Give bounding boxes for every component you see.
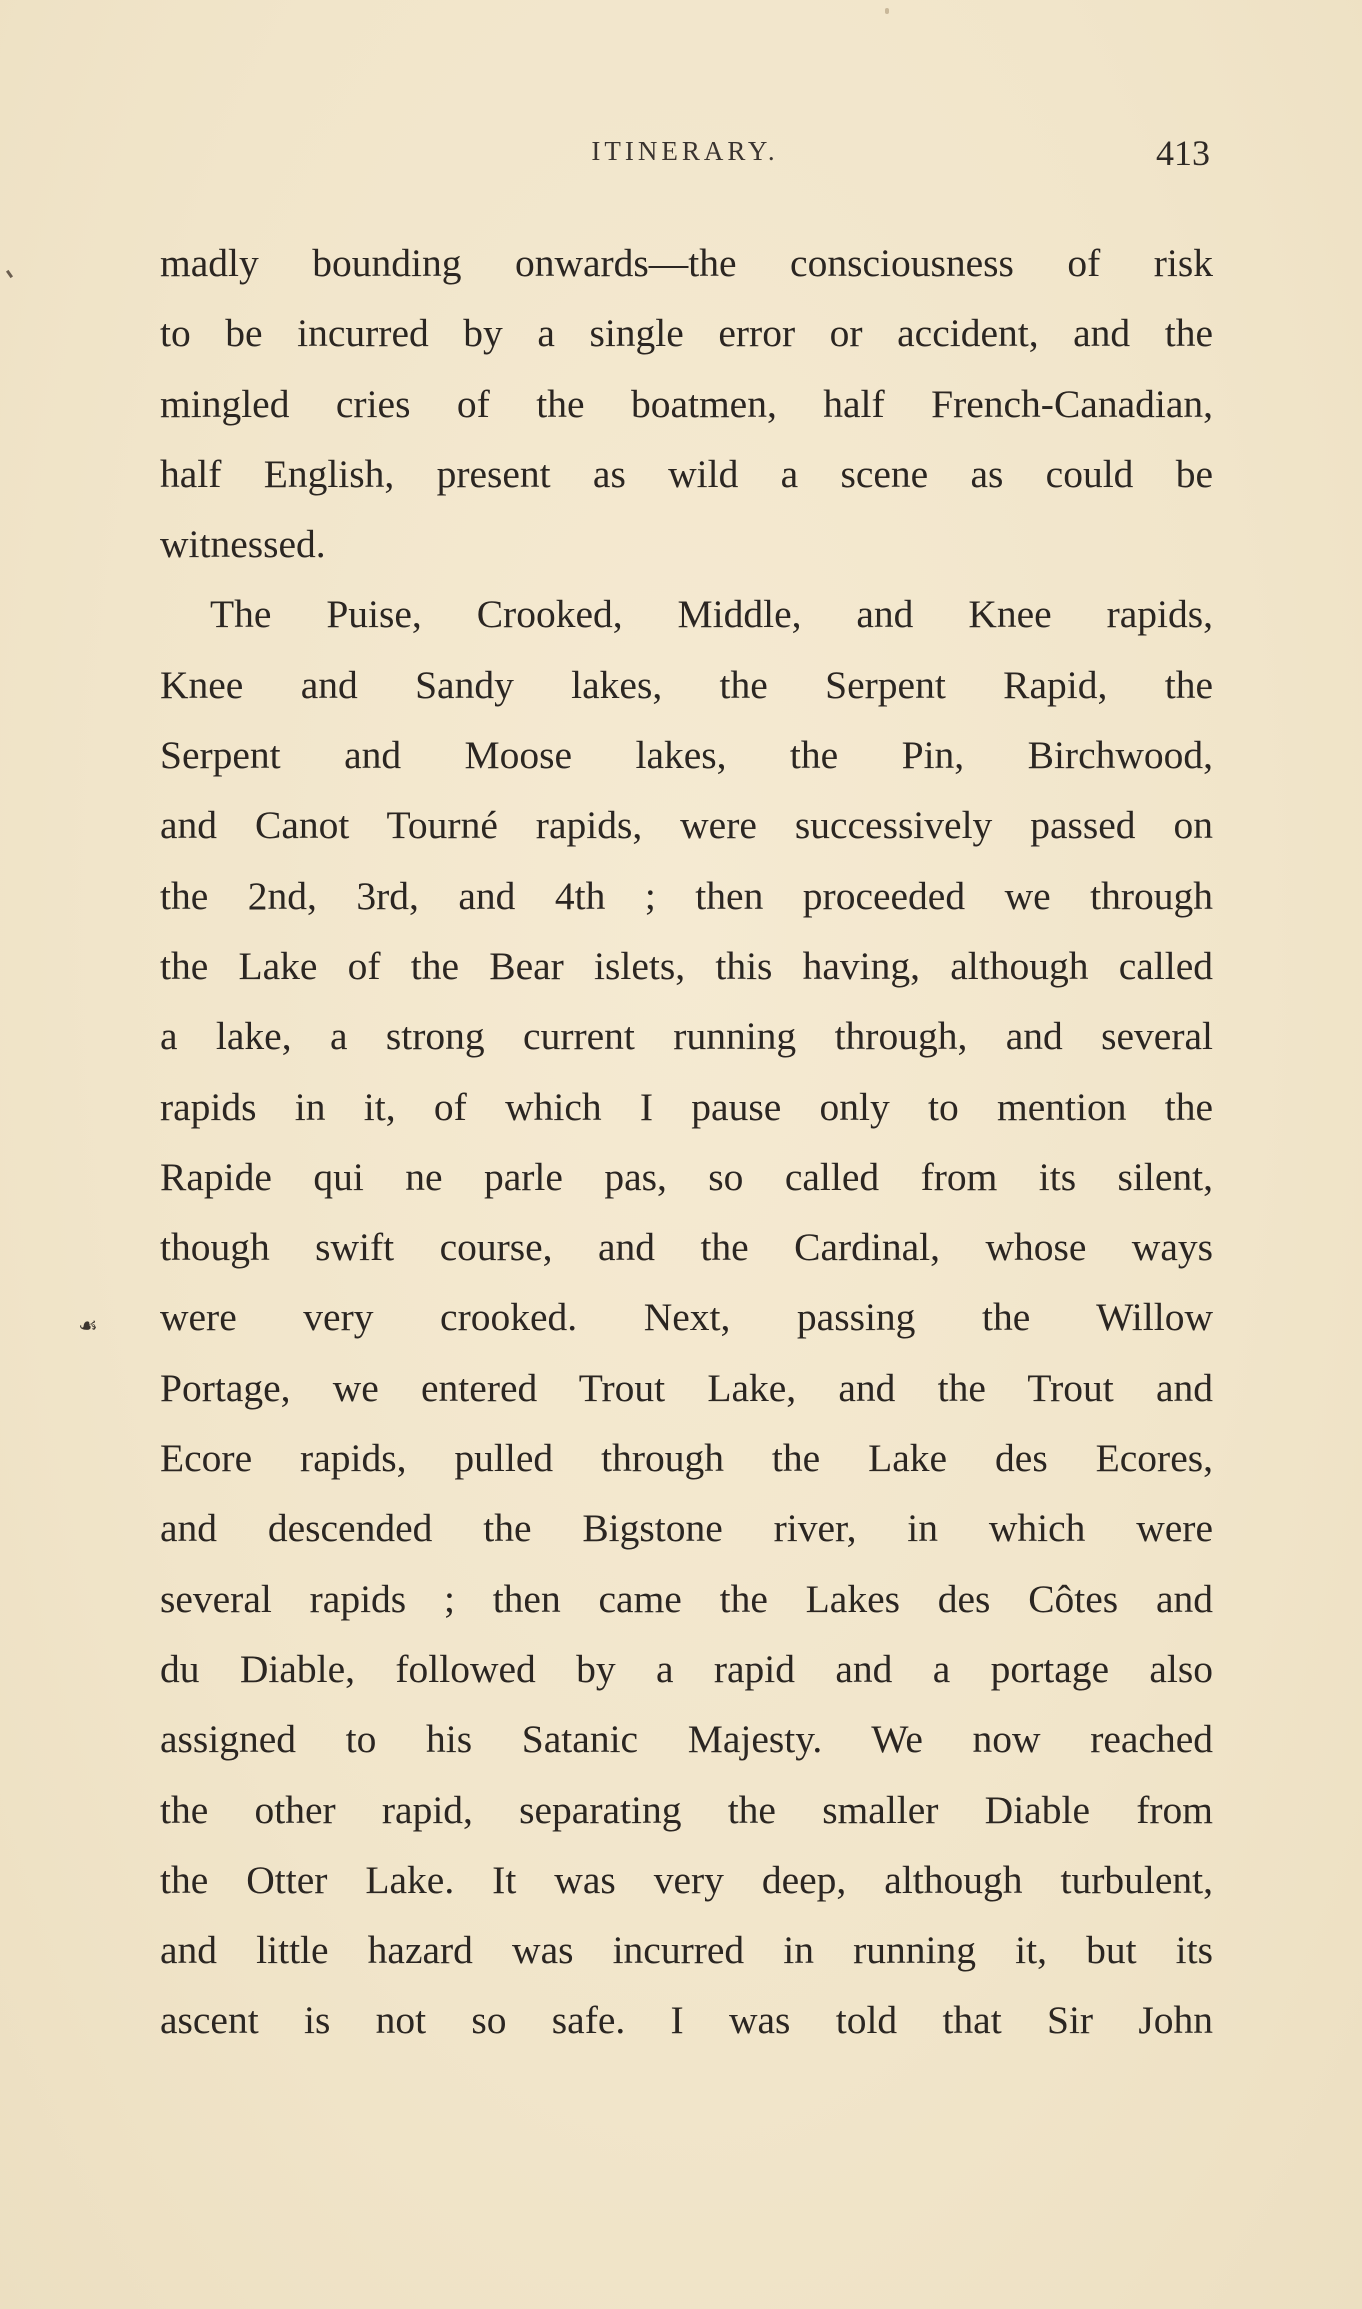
text-line: several rapids ; then came the Lakes des Côtes and (160, 1576, 1213, 1621)
page-number: 413 (1156, 133, 1210, 173)
text-line: to be incurred by a single error or accident, and the (160, 311, 1213, 356)
text-line: rapids in it, of which I pause only to mention the (160, 1084, 1213, 1129)
text-line: Rapide qui ne parle pas, so called from its silent, (160, 1154, 1213, 1199)
text-line: assigned to his Satanic Majesty. We now reached (160, 1717, 1213, 1762)
paper-speck (6, 270, 13, 278)
text-line: the other rapid, separating the smaller Diable from (160, 1787, 1213, 1832)
paper-speck (885, 8, 889, 14)
text-line: the Lake of the Bear islets, this having, although called (160, 943, 1213, 988)
text-line: and Canot Tourné rapids, were successively passed on (160, 803, 1213, 848)
paragraph-start-line: The Puise, Crooked, Middle, and Knee rapids, (210, 592, 1213, 637)
text-line: the Otter Lake. It was very deep, although turbulent, (160, 1857, 1213, 1902)
text-line: madly bounding onwards—the consciousness of risk (160, 241, 1213, 285)
text-line: were very crooked. Next, passing the Willow (160, 1295, 1213, 1340)
text-line: Serpent and Moose lakes, the Pin, Birchwood, (160, 733, 1213, 778)
text-line: Ecore rapids, pulled through the Lake des Ecores, (160, 1436, 1213, 1481)
text-line: though swift course, and the Cardinal, whose ways (160, 1225, 1213, 1270)
margin-ornament-icon: ☙ (78, 1314, 98, 1339)
text-line: and little hazard was incurred in running it, but its (160, 1928, 1213, 1973)
running-title: ITINERARY. (591, 136, 779, 166)
text-line: and descended the Bigstone river, in which were (160, 1506, 1213, 1551)
text-line: witnessed. (160, 522, 326, 567)
text-line: a lake, a strong current running through, and several (160, 1014, 1213, 1059)
text-line: mingled cries of the boatmen, half French-Canadian, (160, 381, 1213, 426)
text-line: Knee and Sandy lakes, the Serpent Rapid, the (160, 662, 1213, 707)
running-head (160, 133, 1210, 176)
text-line: ascent is not so safe. I was told that Sir John (160, 1998, 1213, 2043)
text-line: Portage, we entered Trout Lake, and the Trout and (160, 1365, 1213, 1410)
text-line: half English, present as wild a scene as could be (160, 451, 1213, 496)
text-line: the 2nd, 3rd, and 4th ; then proceeded we through (160, 873, 1213, 918)
text-line: du Diable, followed by a rapid and a portage also (160, 1646, 1213, 1691)
body-text (160, 228, 1213, 2056)
